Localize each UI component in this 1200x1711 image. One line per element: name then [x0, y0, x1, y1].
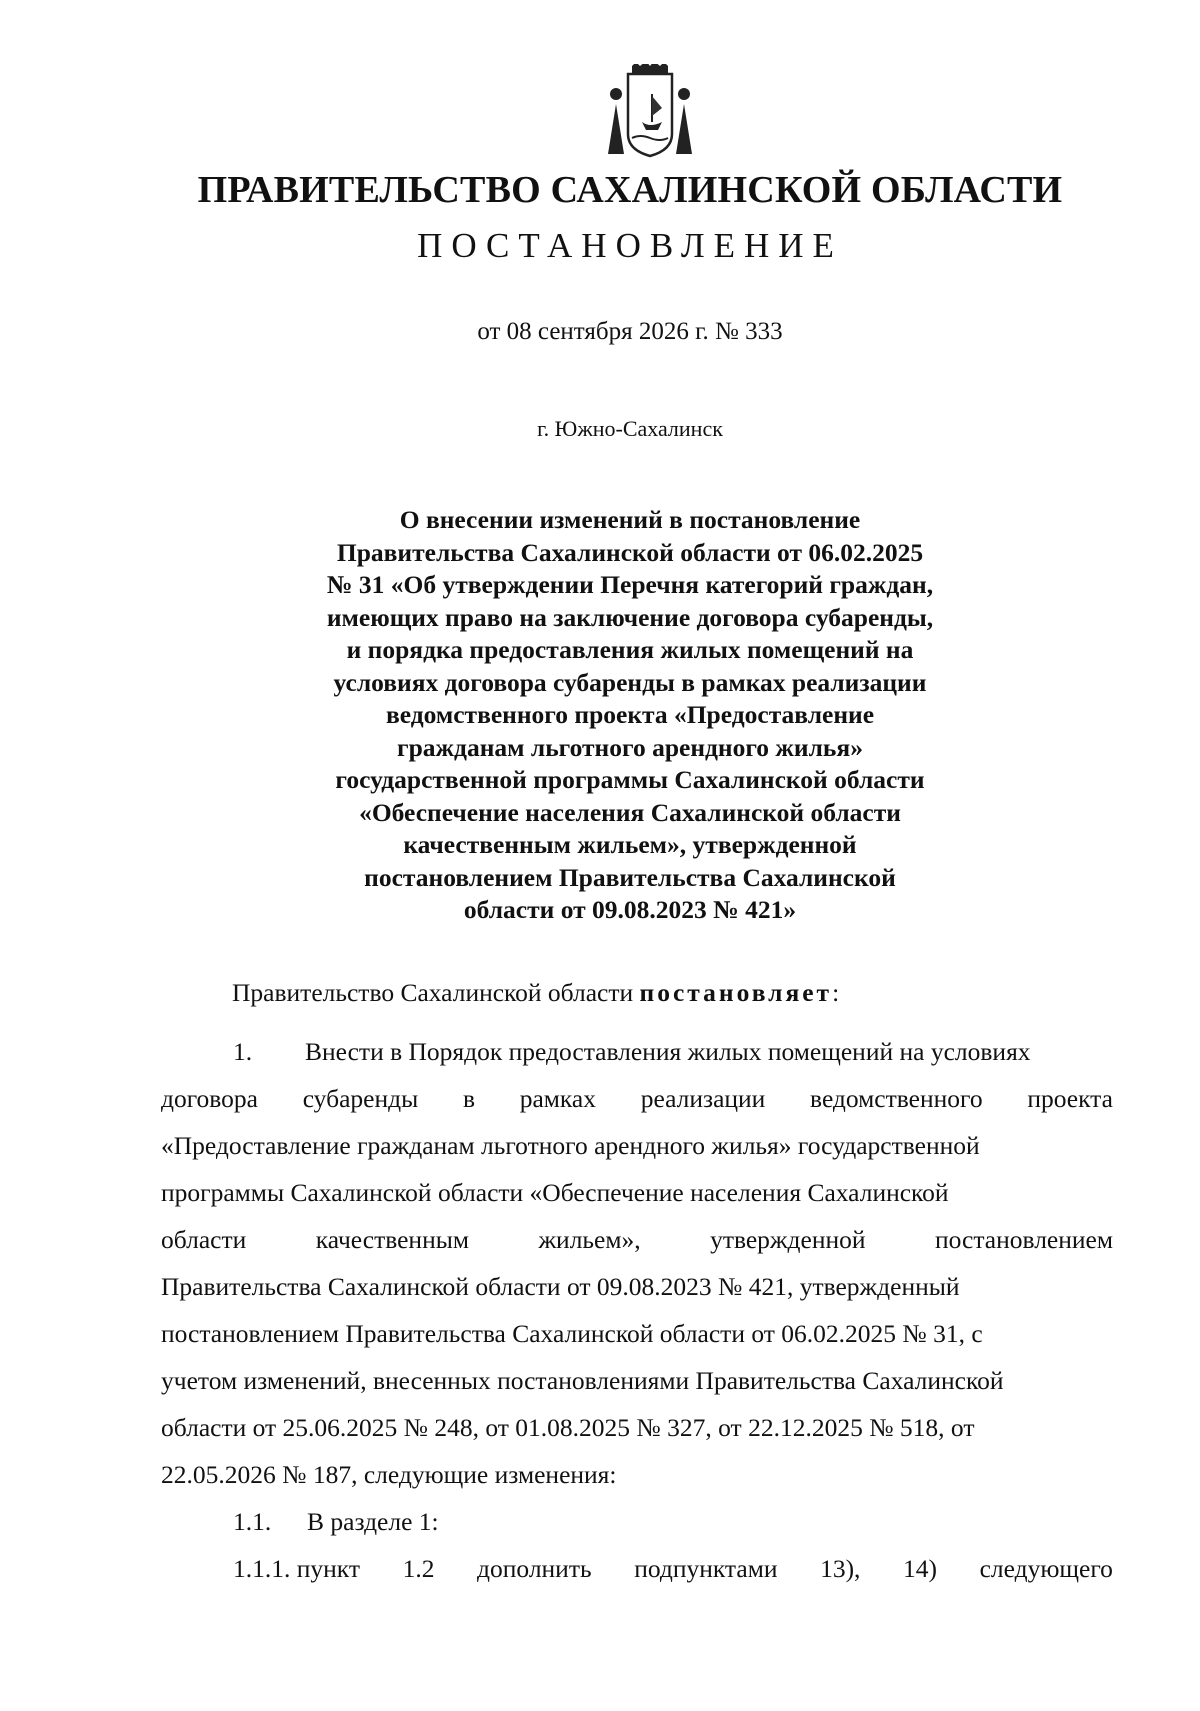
word: 14)	[903, 1554, 938, 1583]
word: субаренды	[302, 1084, 419, 1113]
subject-line: условиях договора субаренды в рамках реализации	[333, 667, 927, 697]
paragraph-number: 1.	[233, 1037, 253, 1066]
word: жильем»,	[538, 1225, 641, 1254]
subject-line: О внесении изменений в постановление	[399, 505, 861, 534]
preamble-tail: :	[832, 978, 840, 1007]
word: договора	[161, 1084, 258, 1113]
preamble-emphasis: постановляет	[639, 978, 833, 1007]
word: 13),	[820, 1554, 861, 1583]
subject-line: Правительства Сахалинской области от 06.02.2025	[336, 537, 924, 567]
word: 1.1.1. пункт	[233, 1554, 360, 1583]
paragraph-line: программы Сахалинской области «Обеспечение населения Сахалинской	[161, 1178, 949, 1207]
item-line-justified	[161, 1545, 1113, 1592]
document-body	[161, 1028, 1113, 1592]
paragraph-line-justified	[161, 1075, 1113, 1122]
subject-line: гражданам льготного арендного жилья»	[397, 732, 863, 762]
government-title: ПРАВИТЕЛЬСТВО САХАЛИНСКОЙ ОБЛАСТИ	[197, 169, 1063, 211]
subject-line: области от 09.08.2023 № 421»	[463, 895, 797, 924]
word: в	[462, 1084, 475, 1113]
paragraph-line-justified	[161, 1216, 1113, 1263]
preamble	[232, 978, 839, 1008]
paragraph-line	[161, 1028, 1113, 1075]
paragraph-line: 22.05.2026 № 187, следующие изменения:	[161, 1460, 617, 1489]
word: качественным	[315, 1225, 469, 1254]
paragraph-line: учетом изменений, внесенных постановлениями Правительства Сахалинской	[161, 1366, 1004, 1395]
document-date-number: от 08 сентября 2026 г. № 333	[477, 318, 783, 345]
word: рамках	[519, 1084, 596, 1113]
paragraph-text: Внести в Порядок предоставления жилых помещений на условиях	[305, 1037, 1031, 1066]
sakhalin-coat-of-arms-icon	[602, 64, 698, 162]
subject-line: ведомственного проекта «Предоставление	[385, 700, 875, 729]
subject-line: постановлением Правительства Сахалинской	[364, 862, 896, 892]
word: следующего	[979, 1554, 1113, 1583]
word: постановлением	[934, 1225, 1113, 1254]
word: проекта	[1027, 1084, 1113, 1113]
word: подпунктами	[634, 1554, 778, 1583]
item-line	[161, 1498, 1113, 1545]
document-subject	[0, 504, 1200, 927]
item-text: В разделе 1:	[307, 1507, 439, 1536]
subject-line: качественным жильем», утвержденной	[403, 830, 857, 859]
word: 1.2	[402, 1554, 435, 1583]
paragraph-line: области от 25.06.2025 № 248, от 01.08.2025 № 327, от 22.12.2025 № 518, от	[161, 1413, 975, 1442]
paragraph-line: Правительства Сахалинской области от 09.08.2023 № 421, утвержденный	[161, 1272, 960, 1301]
item-number: 1.1.	[233, 1507, 272, 1536]
word: ведомственного	[810, 1084, 983, 1113]
word: утвержденной	[710, 1225, 866, 1254]
subject-line: № 31 «Об утверждении Перечня категорий граждан,	[326, 570, 934, 599]
word: области	[161, 1225, 247, 1254]
subject-line: и порядка предоставления жилых помещений на	[346, 635, 914, 664]
document-city: г. Южно-Сахалинск	[537, 416, 723, 441]
word: дополнить	[477, 1554, 592, 1583]
document-type: ПОСТАНОВЛЕНИЕ	[417, 226, 843, 265]
word: реализации	[640, 1084, 766, 1113]
paragraph-line: «Предоставление гражданам льготного арендного жилья» государственной	[161, 1131, 980, 1160]
paragraph-line: постановлением Правительства Сахалинской области от 06.02.2025 № 31, с	[161, 1319, 983, 1348]
subject-line: государственной программы Сахалинской области	[335, 765, 925, 794]
subject-line: имеющих право на заключение договора субаренды,	[326, 602, 934, 632]
subject-line: «Обеспечение населения Сахалинской области	[359, 797, 901, 827]
preamble-text: Правительство Сахалинской области	[232, 978, 640, 1007]
